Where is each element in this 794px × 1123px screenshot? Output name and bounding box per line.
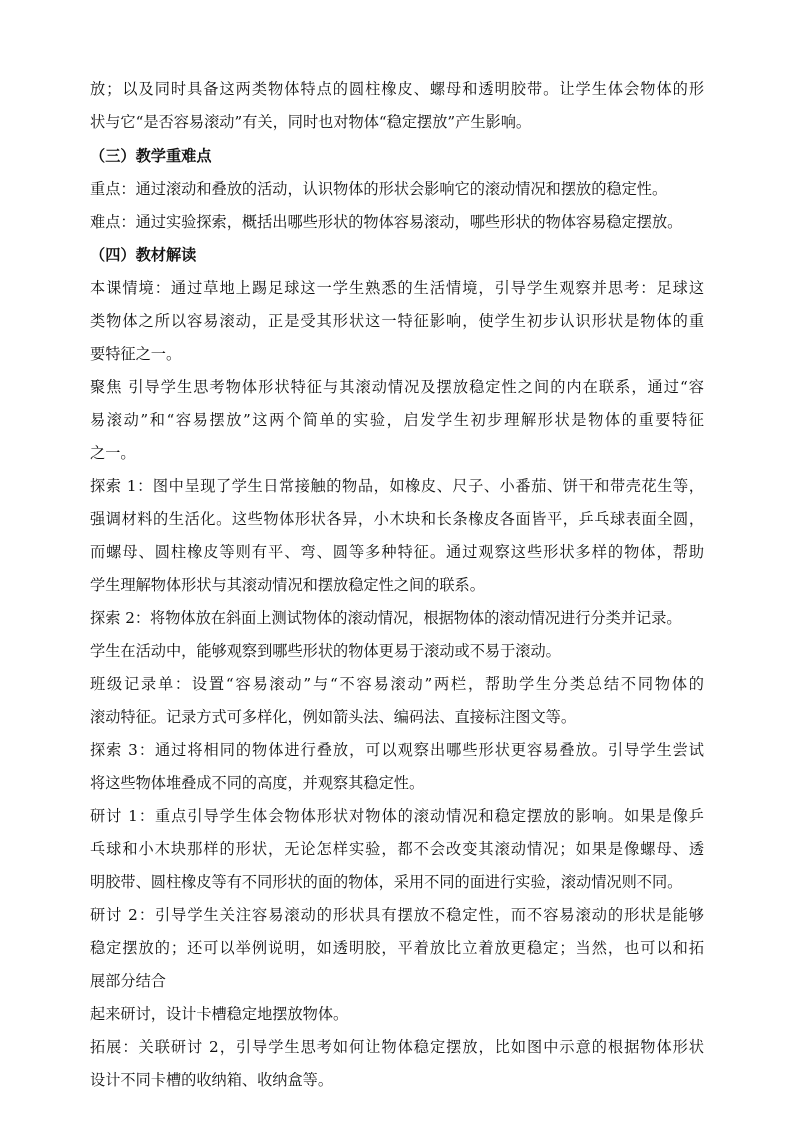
paragraph-line: 探索 1：图中呈现了学生日常接触的物品，如橡皮、尺子、小番茄、饼干和带壳花生等， [90,477,704,495]
paragraph-line: 要特征之一。 [90,345,182,363]
paragraph-line: 强调材料的生活化。这些物体形状各异，小木块和长条橡皮各面皆平，乒乓球表面全圆， [90,510,704,528]
paragraph-line: 难点：通过实验探索，概括出哪些形状的物体容易滚动，哪些形状的物体容易稳定摆放。 [90,213,683,231]
paragraph-line: 研讨 1：重点引导学生体会物体形状对物体的滚动情况和稳定摆放的影响。如果是像乒 [90,807,704,825]
section-heading-textbook: （四）教材解读 [90,246,197,264]
paragraph-line: 探索 2：将物体放在斜面上测试物体的滚动情况，根据物体的滚动情况进行分类并记录。 [90,609,682,627]
paragraph-line: 本课情境：通过草地上踢足球这一学生熟悉的生活情境，引导学生观察并思考：足球这 [90,279,704,297]
paragraph-line: 滚动特征。记录方式可多样化，例如箭头法、编码法、直接标注图文等。 [90,708,576,726]
paragraph-line: 易滚动”和“容易摆放”这两个简单的实验，启发学生初步理解形状是物体的重要特征 [90,411,704,429]
paragraph-line: 拓展：关联研讨 2，引导学生思考如何让物体稳定摆放，比如图中示意的根据物体形状 [90,1038,704,1056]
paragraph-line: 之一。 [90,444,136,462]
paragraph-line: 起来研讨，设计卡槽稳定地摆放物体。 [90,1005,349,1023]
paragraph-line: 重点：通过滚动和叠放的活动，认识物体的形状会影响它的滚动情况和摆放的稳定性。 [90,180,668,198]
paragraph-line: 班级记录单：设置“容易滚动”与“不容易滚动”两栏，帮助学生分类总结不同物体的 [90,675,704,693]
paragraph-line: 聚焦 引导学生思考物体形状特征与其滚动情况及摆放稳定性之间的内在联系，通过“容 [90,378,704,396]
paragraph-line: 研讨 2：引导学生关注容易滚动的形状具有摆放不稳定性，而不容易滚动的形状是能够 [90,906,704,924]
paragraph-line: 类物体之所以容易滚动，正是受其形状这一特征影响，使学生初步认识形状是物体的重 [90,312,704,330]
paragraph-line: 状与它“是否容易滚动”有关，同时也对物体“稳定摆放”产生影响。 [90,113,532,131]
section-heading-difficulties: （三）教学重难点 [90,147,212,165]
paragraph-line: 稳定摆放的；还可以举例说明，如透明胶，平着放比立着放更稳定；当然，也可以和拓 [90,939,704,957]
paragraph-line: 学生在活动中，能够观察到哪些形状的物体更易于滚动或不易于滚动。 [90,642,561,660]
paragraph-line: 乓球和小木块那样的形状，无论怎样实验，都不会改变其滚动情况；如果是像螺母、透 [90,840,704,858]
paragraph-line: 而螺母、圆柱橡皮等则有平、弯、圆等多种特征。通过观察这些形状多样的物体，帮助 [90,543,704,561]
paragraph-line: 展部分结合 [90,972,166,990]
paragraph-line: 放；以及同时具备这两类物体特点的圆柱橡皮、螺母和透明胶带。让学生体会物体的形 [90,80,704,98]
paragraph-line: 学生理解物体形状与其滚动情况和摆放稳定性之间的联系。 [90,576,485,594]
paragraph-line: 将这些物体堆叠成不同的高度，并观察其稳定性。 [90,774,425,792]
paragraph-line: 明胶带、圆柱橡皮等有不同形状的面的物体，采用不同的面进行实验，滚动情况则不同。 [90,873,683,891]
paragraph-line: 探索 3：通过将相同的物体进行叠放，可以观察出哪些形状更容易叠放。引导学生尝试 [90,741,704,759]
paragraph-line: 设计不同卡槽的收纳箱、收纳盒等。 [90,1071,333,1089]
